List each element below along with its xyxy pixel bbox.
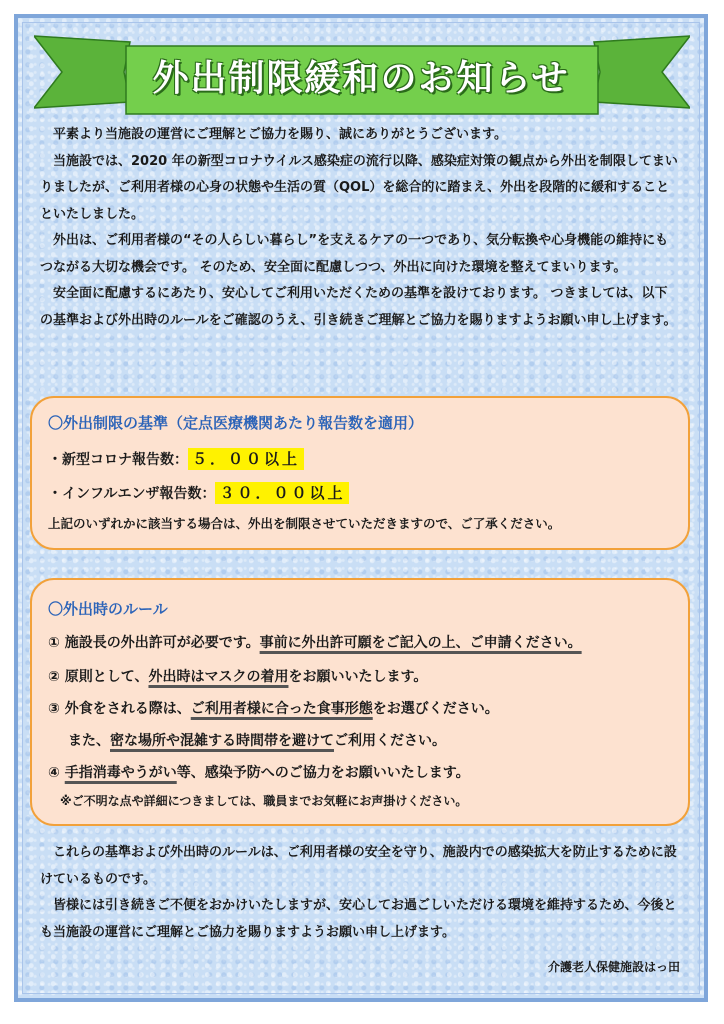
rule-text: 等、感染予防へのご協力をお願いいたします。 [176,765,470,781]
rule-emphasis: 手指消毒やうがい [64,765,177,781]
rule-text: また、 [68,733,110,749]
flu-label: ・インフルエンザ報告数： [48,486,216,502]
closing-paragraph: 皆様には引き続きご不便をおかけいたしますが、安心してお過ごしいただける環境を維持するため、今後とも当施設の運営にご理解とご協力を賜りますようお願い申し上げます。 [40,898,677,940]
intro-paragraph: 安全面に配慮するにあたり、安心してご利用いただくための基準を設けております。 つきましては、以下の基準および外出時のルールをご確認のうえ、引き続きご理解とご協力を賜りますようお願い申し上げます。 [40,286,677,328]
flu-criterion [48,482,349,503]
criteria-heading: 〇外出制限の基準（定点医療機関あたり報告数を適用） [48,414,424,432]
rule-text: をお選びください。 [372,701,499,717]
covid-label: ・新型コロナ報告数： [48,452,188,468]
rule-text: 外食をされる際は、 [64,701,191,717]
rules-box [30,578,690,826]
criteria-box [30,396,690,550]
facility-signature: 介護老人保健施設はっ田 [547,960,680,974]
intro-paragraph: 平素より当施設の運営にご理解とご協力を賜り、誠にありがとうございます。 [53,127,507,142]
rule-number: ③ [48,701,60,717]
flu-threshold: ３０．００以上 [215,482,349,504]
covid-threshold: ５．００以上 [188,448,304,470]
rules-note: ※ご不明な点や詳細につきましては、職員までお気軽にお声掛けください。 [60,794,468,808]
rule-number: ① [48,635,60,651]
rule-3 [48,698,499,718]
criteria-note: 上記のいずれかに該当する場合は、外出を制限させていただきますので、ご了承ください。 [48,516,561,531]
rule-text: 原則として、 [64,669,149,685]
rule-3-continued [68,730,446,750]
rule-number: ④ [48,765,60,781]
intro-paragraph: 当施設では、2020 年の新型コロナウイルス感染症の流行以降、感染症対策の観点から外出を制限してまいりましたが、ご利用者様の心身の状態や生活の質（QOL）を総合的に踏まえ、外出を段階的に緩和することといたしました。 [40,153,678,222]
rule-emphasis: 外出時はマスクの着用 [148,669,289,685]
rule-text: 施設長の外出許可が必要です。 [64,635,260,651]
rule-4 [48,762,470,782]
intro-text [40,122,680,334]
page-title: 外出制限緩和のお知らせ [152,58,570,99]
closing-paragraph: これらの基準および外出時のルールは、ご利用者様の安全を守り、施設内での感染拡大を防止するために設けているものです。 [40,845,677,887]
covid-criterion [48,448,304,469]
rule-text: をお願いいたします。 [288,669,428,685]
rule-1 [48,632,582,652]
rule-number: ② [48,669,60,685]
rule-text: ご利用ください。 [334,733,446,749]
rule-2 [48,666,427,686]
rule-emphasis: ご利用者様に合った食事形態 [190,701,373,717]
closing-text [40,840,680,946]
rules-heading: 〇外出時のルール [48,600,168,618]
rule-emphasis: 事前に外出許可願をご記入の上、ご申請ください。 [259,635,582,651]
rule-emphasis: 密な場所や混雑する時間帯を避けて [110,733,334,749]
intro-paragraph: 外出は、ご利用者様の“その人らしい暮らし”を支えるケアの一つであり、気分転換や心身機能の維持にもつながる大切な機会です。 そのため、安全面に配慮しつつ、外出に向けた環境を整えてまいります。 [40,233,669,275]
